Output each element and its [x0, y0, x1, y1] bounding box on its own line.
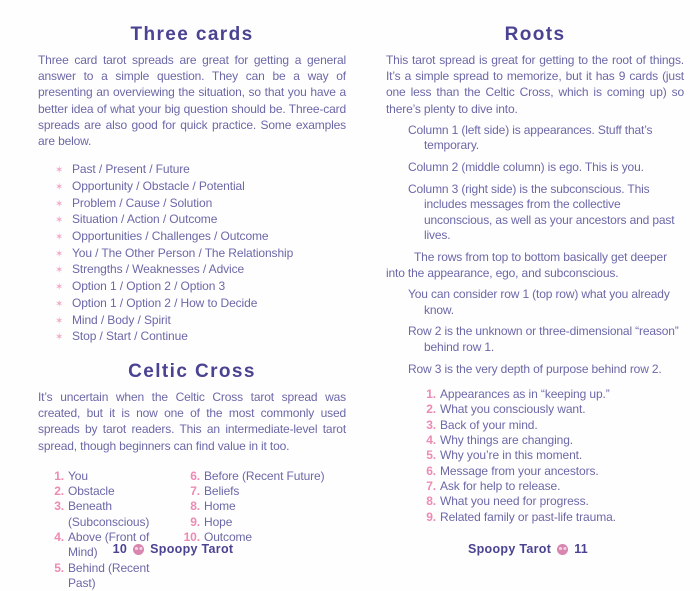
item-label: What you need for progress.: [440, 494, 589, 509]
star-bullet-icon: ✶: [55, 282, 64, 294]
item-number: 6.: [426, 463, 436, 478]
list-item: [44, 469, 180, 484]
list-item: [416, 448, 684, 463]
item-number: 5.: [54, 560, 64, 575]
item-label: Beliefs: [204, 484, 240, 499]
skull-icon: [557, 544, 568, 555]
roots-intro: This tarot spread is great for getting to the root of things. It’s a simple spread to memorize, but it has 9 cards (just one less than the Celtic Cross, which is coming up) so there’s plenty to dive into.: [386, 53, 684, 116]
item-number: 7.: [190, 484, 200, 499]
list-item: [55, 196, 346, 213]
roots-note-row-2: Row 2 is the unknown or three-dimensional “reason” behind row 1.: [408, 324, 679, 354]
list-item: [416, 464, 684, 479]
item-number: 1.: [426, 387, 436, 402]
item-number: 4.: [426, 433, 436, 448]
list-item: [416, 402, 684, 417]
list-item: [55, 279, 346, 296]
item-label: Home: [204, 499, 236, 514]
list-item: [44, 561, 180, 591]
star-bullet-icon: ✶: [55, 232, 64, 244]
star-bullet-icon: ✶: [55, 181, 64, 193]
list-item-label: Stop / Start / Continue: [72, 329, 188, 344]
item-label: Appearances as in “keeping up.”: [440, 387, 610, 402]
item-number: 2.: [54, 484, 64, 499]
item-number: 7.: [426, 478, 436, 493]
list-item: [180, 499, 325, 514]
roots-positions-list: [416, 387, 684, 525]
page-number: 11: [574, 542, 589, 556]
item-label: Back of your mind.: [440, 417, 538, 432]
list-item: [44, 499, 180, 530]
list-item: [416, 433, 684, 448]
roots-note-row-3: Row 3 is the very depth of purpose behind row 2.: [408, 361, 662, 376]
star-bullet-icon: ✶: [55, 248, 64, 260]
page-number: 10: [112, 542, 128, 556]
roots-note-column-3: Column 3 (right side) is the subconscious. This includes messages from the collective unconscious, as well as your ancestors and past lives.: [408, 181, 675, 243]
list-item-label: Situation / Action / Outcome: [72, 212, 218, 227]
star-bullet-icon: ✶: [55, 165, 64, 177]
roots-note-row-1: You can consider row 1 (top row) what you already know.: [408, 287, 670, 317]
list-item: [55, 296, 346, 313]
list-item: [416, 510, 684, 525]
list-item: [416, 387, 684, 402]
list-item: [55, 229, 346, 246]
book-title: Spoopy Tarot: [150, 542, 234, 556]
list-item: [55, 179, 346, 196]
section-title-three-cards: Three cards: [130, 24, 254, 45]
celtic-cross-intro: It’s uncertain when the Celtic Cross tarot spread was created, but it is now one of the most commonly used spreads by tarot readers. This an intermediate-level tarot spread, though beginners can find value in it too.: [38, 389, 346, 453]
star-bullet-icon: ✶: [55, 315, 64, 327]
item-label: Obstacle: [68, 484, 115, 499]
roots-note-column-2: Column 2 (middle column) is ego. This is you.: [408, 160, 644, 174]
item-label: Ask for help to release.: [440, 478, 561, 493]
three-card-examples-list: [55, 162, 346, 346]
list-item: [55, 329, 346, 346]
item-label: Related family or past-life trauma.: [440, 509, 616, 524]
list-item-label: Mind / Body / Spirit: [72, 312, 171, 327]
item-number: 1.: [54, 468, 64, 483]
roots-note-rows: The rows from top to bottom basically get deeper into the appearance, ego, and subconscious.: [386, 249, 667, 280]
celtic-positions-column-1: [44, 469, 180, 591]
item-label: You: [68, 468, 88, 483]
list-item: [55, 262, 346, 279]
list-item-label: Option 1 / Option 2 / Option 3: [72, 279, 226, 294]
book-title: Spoopy Tarot: [467, 542, 552, 556]
list-item: [55, 162, 346, 179]
list-item-label: Option 1 / Option 2 / How to Decide: [72, 295, 258, 310]
item-number: 8.: [426, 494, 436, 509]
item-number: 6.: [190, 468, 200, 483]
item-number: 8.: [190, 499, 200, 514]
list-item-label: Opportunity / Obstacle / Potential: [72, 178, 245, 193]
item-label: Outcome: [204, 529, 252, 544]
item-label: Why you’re in this moment.: [440, 448, 583, 463]
item-label: Why things are changing.: [440, 433, 574, 448]
item-number: 2.: [426, 402, 436, 417]
list-item-label: Past / Present / Future: [72, 162, 190, 177]
item-label: Behind (Recent Past): [68, 560, 150, 590]
star-bullet-icon: ✶: [55, 198, 64, 210]
star-bullet-icon: ✶: [55, 265, 64, 277]
right-page-footer: [356, 542, 700, 556]
item-label: What you consciously want.: [440, 402, 586, 417]
item-label: Before (Recent Future): [204, 468, 325, 483]
item-number: 3.: [54, 499, 64, 514]
item-number: 10.: [183, 529, 200, 544]
celtic-positions-column-2: [180, 469, 325, 591]
item-number: 9.: [426, 509, 436, 524]
item-label: Above (Front of Mind): [68, 529, 150, 560]
item-number: 5.: [426, 448, 436, 463]
section-title-celtic-cross: Celtic Cross: [128, 360, 256, 382]
list-item: [180, 469, 325, 484]
skull-icon: [133, 544, 144, 555]
list-item-label: You / The Other Person / The Relationship: [72, 245, 294, 260]
celtic-cross-positions: [44, 469, 346, 591]
list-item: [44, 484, 180, 499]
item-number: 9.: [190, 514, 200, 529]
list-item: [55, 212, 346, 229]
list-item-label: Opportunities / Challenges / Outcome: [72, 229, 269, 244]
star-bullet-icon: ✶: [55, 298, 64, 310]
list-item: [416, 418, 684, 433]
list-item: [180, 515, 325, 530]
three-cards-intro: Three card tarot spreads are great for getting a general answer to a simple question. They can be a way of presenting an overviewing the situation, so that you have a better idea of what your big question should be. Three-card spreads are also good for quick practice. Some examples are below.: [38, 53, 346, 149]
item-number: 3.: [426, 417, 436, 432]
item-label: Message from your ancestors.: [440, 463, 599, 478]
star-bullet-icon: ✶: [55, 215, 64, 227]
list-item: [416, 494, 684, 509]
star-bullet-icon: ✶: [55, 332, 64, 344]
item-number: 4.: [54, 529, 64, 544]
list-item: [180, 484, 325, 499]
left-page: [38, 24, 346, 591]
roots-note-column-1: Column 1 (left side) is appearances. Stuff that’s temporary.: [408, 122, 653, 153]
right-page: [386, 24, 684, 525]
list-item-label: Strengths / Weaknesses / Advice: [72, 262, 245, 277]
item-label: Beneath (Subconscious): [68, 499, 150, 529]
left-page-footer: [0, 542, 346, 556]
list-item: [416, 479, 684, 494]
list-item: [55, 313, 346, 330]
list-item: [55, 246, 346, 263]
item-label: Hope: [204, 514, 233, 529]
list-item-label: Problem / Cause / Solution: [72, 195, 213, 210]
section-title-roots: Roots: [504, 24, 566, 45]
